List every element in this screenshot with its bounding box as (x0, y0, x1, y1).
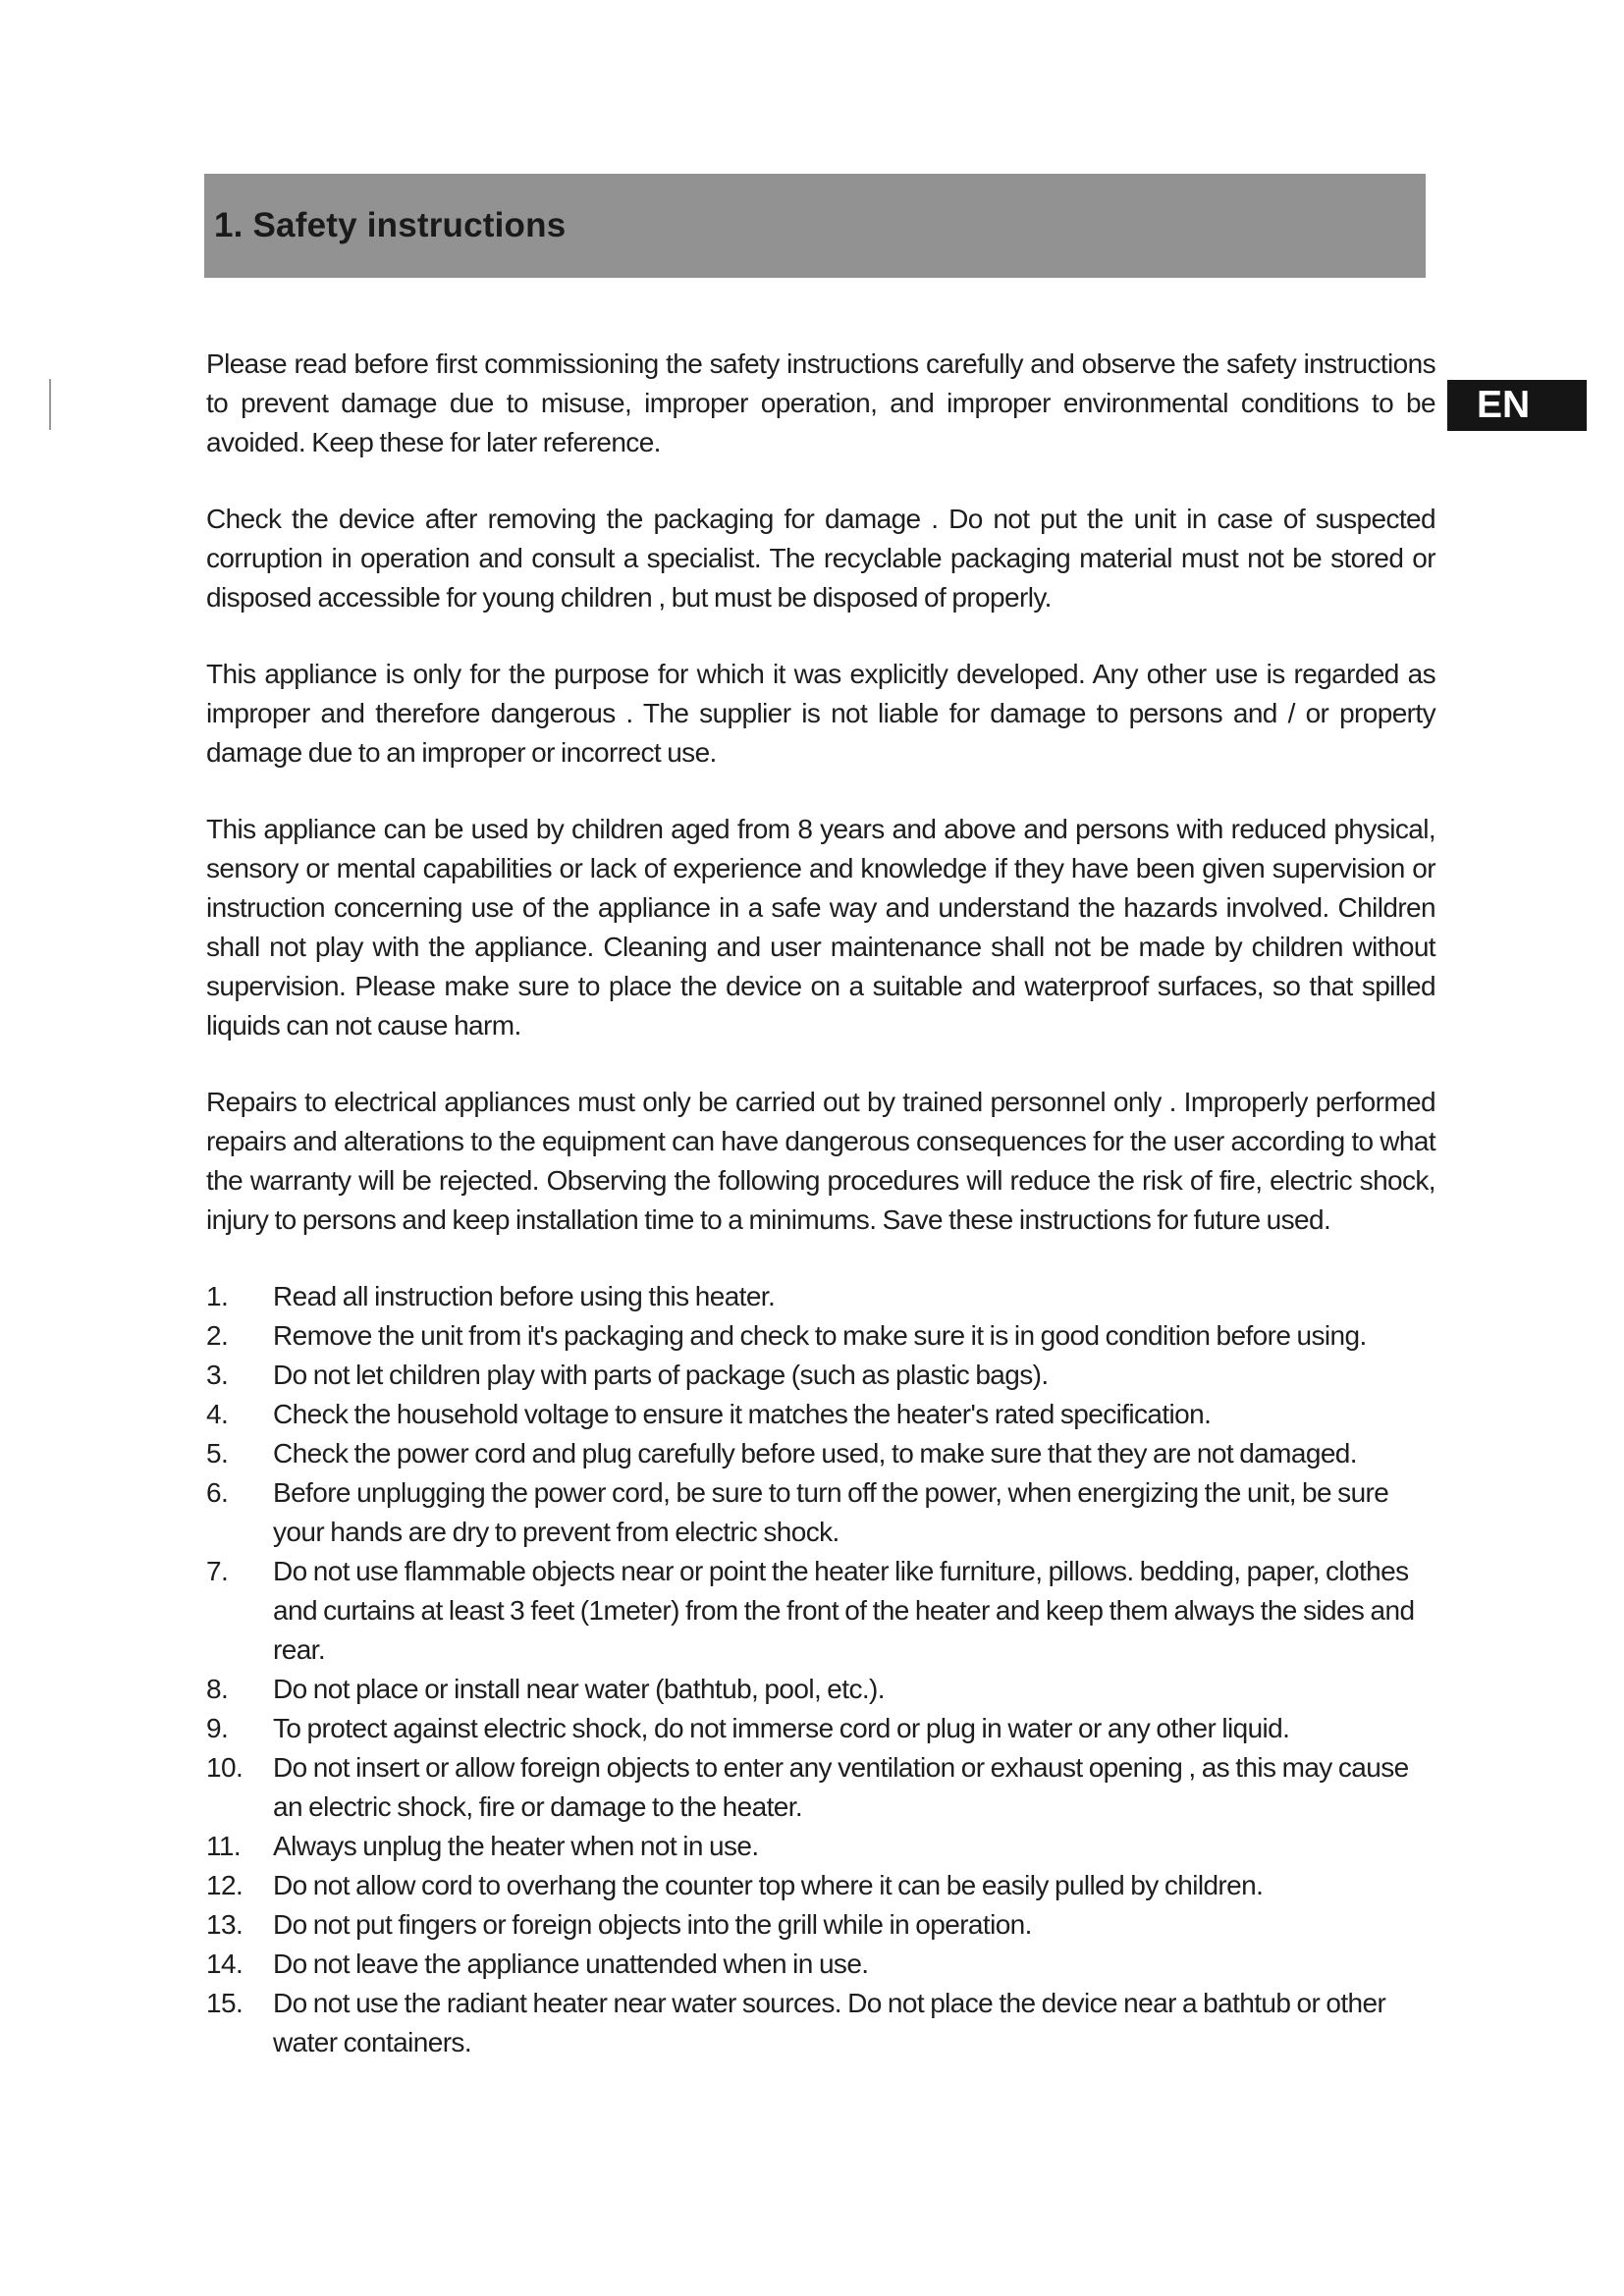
list-item (206, 1905, 1435, 1945)
intro-paragraph: Please read before first commissioning the safety instructions carefully and observe the safety instructions to prevent damage due to misuse, improper operation, and improper environmental conditions to be avoided. Keep these for later reference. (206, 348, 1435, 457)
list-item-number: 3. (206, 1360, 229, 1390)
packaging-paragraph: Check the device after removing the packaging for damage . Do not put the unit in case of suspected corruption in operation and consult a specialist. The recyclable packaging material must not be stored or disposed accessible for young children , but must be disposed of properly. (206, 504, 1435, 613)
list-item-text: Check the household voltage to ensure it matches the heater's rated specification. (273, 1399, 1212, 1429)
list-item-text: Read all instruction before using this heater. (273, 1281, 776, 1311)
page-margin-marker (49, 379, 51, 430)
list-item-number: 7. (206, 1556, 229, 1586)
list-item-number: 4. (206, 1399, 229, 1429)
list-item-text: Do not leave the appliance unattended when in use. (273, 1949, 869, 1979)
list-item (206, 1670, 1435, 1709)
list-item-text: Do not insert or allow foreign objects to enter any ventilation or exhaust opening , as this may cause an electric shock, fire or damage to the heater. (273, 1752, 1409, 1822)
list-item (206, 1316, 1435, 1356)
list-item-number: 12. (206, 1870, 244, 1900)
list-item-number: 14. (206, 1949, 244, 1979)
list-item-number: 6. (206, 1477, 229, 1508)
list-item (206, 1356, 1435, 1395)
list-item (206, 1277, 1435, 1316)
list-item-number: 1. (206, 1281, 229, 1311)
list-item-number: 9. (206, 1713, 229, 1743)
list-item-number: 11. (206, 1831, 242, 1861)
list-item (206, 1473, 1435, 1552)
list-item-text: Do not let children play with parts of package (such as plastic bags). (273, 1360, 1049, 1390)
list-item-text: Check the power cord and plug carefully before used, to make sure that they are not damaged. (273, 1438, 1357, 1468)
list-item-number: 10. (206, 1752, 244, 1783)
list-item-text: Do not use flammable objects near or point the heater like furniture, pillows. bedding, paper, clothes and curtains at least 3 feet (1meter) from the front of the heater and keep them always the sides and rear. (273, 1556, 1415, 1665)
list-item (206, 1395, 1435, 1434)
list-item (206, 1866, 1435, 1905)
list-item-number: 2. (206, 1320, 229, 1351)
list-item (206, 1709, 1435, 1748)
list-item (206, 1552, 1435, 1670)
list-item-text: Do not place or install near water (bathtub, pool, etc.). (273, 1674, 885, 1704)
list-item-number: 15. (206, 1988, 244, 2018)
intended-use-paragraph: This appliance is only for the purpose for which it was explicitly developed. Any other use is regarded as improper and therefore dangerous . The supplier is not liable for damage to persons and / or property damage due to an improper or incorrect use. (206, 659, 1435, 768)
section-title: 1. Safety instructions (214, 206, 567, 244)
list-item (206, 1984, 1435, 2062)
language-badge: EN (1447, 380, 1587, 431)
list-item-number: 8. (206, 1674, 229, 1704)
children-paragraph: This appliance can be used by children aged from 8 years and above and persons with reduced physical, sensory or mental capabilities or lack of experience and knowledge if they have been given supervision or instruction concerning use of the appliance in a safe way and understand the hazards involved. Children shall not play with the appliance. Cleaning and user maintenance shall not be made by children without supervision. Please make sure to place the device on a suitable and waterproof surfaces, so that spilled liquids can not cause harm. (206, 814, 1435, 1041)
list-item-text: Always unplug the heater when not in use. (273, 1831, 759, 1861)
list-item (206, 1434, 1435, 1473)
list-item-number: 13. (206, 1909, 244, 1940)
list-item-text: Do not use the radiant heater near water sources. Do not place the device near a bathtub or other water containers. (273, 1988, 1386, 2057)
list-item-text: Remove the unit from it's packaging and check to make sure it is in good condition before using. (273, 1320, 1367, 1351)
list-item (206, 1827, 1435, 1866)
section-header-bar (204, 174, 1426, 278)
list-item-text: Do not allow cord to overhang the counter top where it can be easily pulled by children. (273, 1870, 1264, 1900)
list-item (206, 1945, 1435, 1984)
list-item (206, 1748, 1435, 1827)
safety-content (206, 345, 1435, 2062)
list-item-number: 5. (206, 1438, 229, 1468)
repairs-paragraph: Repairs to electrical appliances must only be carried out by trained personnel only . Improperly performed repairs and alterations to the equipment can have dangerous consequences for the user according to what the warranty will be rejected. Observing the following procedures will reduce the risk of fire, electric shock, injury to persons and keep installation time to a minimums. Save these instructions for future used. (206, 1087, 1435, 1235)
list-item-text: To protect against electric shock, do not immerse cord or plug in water or any other liquid. (273, 1713, 1290, 1743)
list-item-text: Do not put fingers or foreign objects into the grill while in operation. (273, 1909, 1032, 1940)
list-item-text: Before unplugging the power cord, be sure to turn off the power, when energizing the unit, be sure your hands are dry to prevent from electric shock. (273, 1477, 1389, 1547)
instruction-list (206, 1277, 1435, 2062)
